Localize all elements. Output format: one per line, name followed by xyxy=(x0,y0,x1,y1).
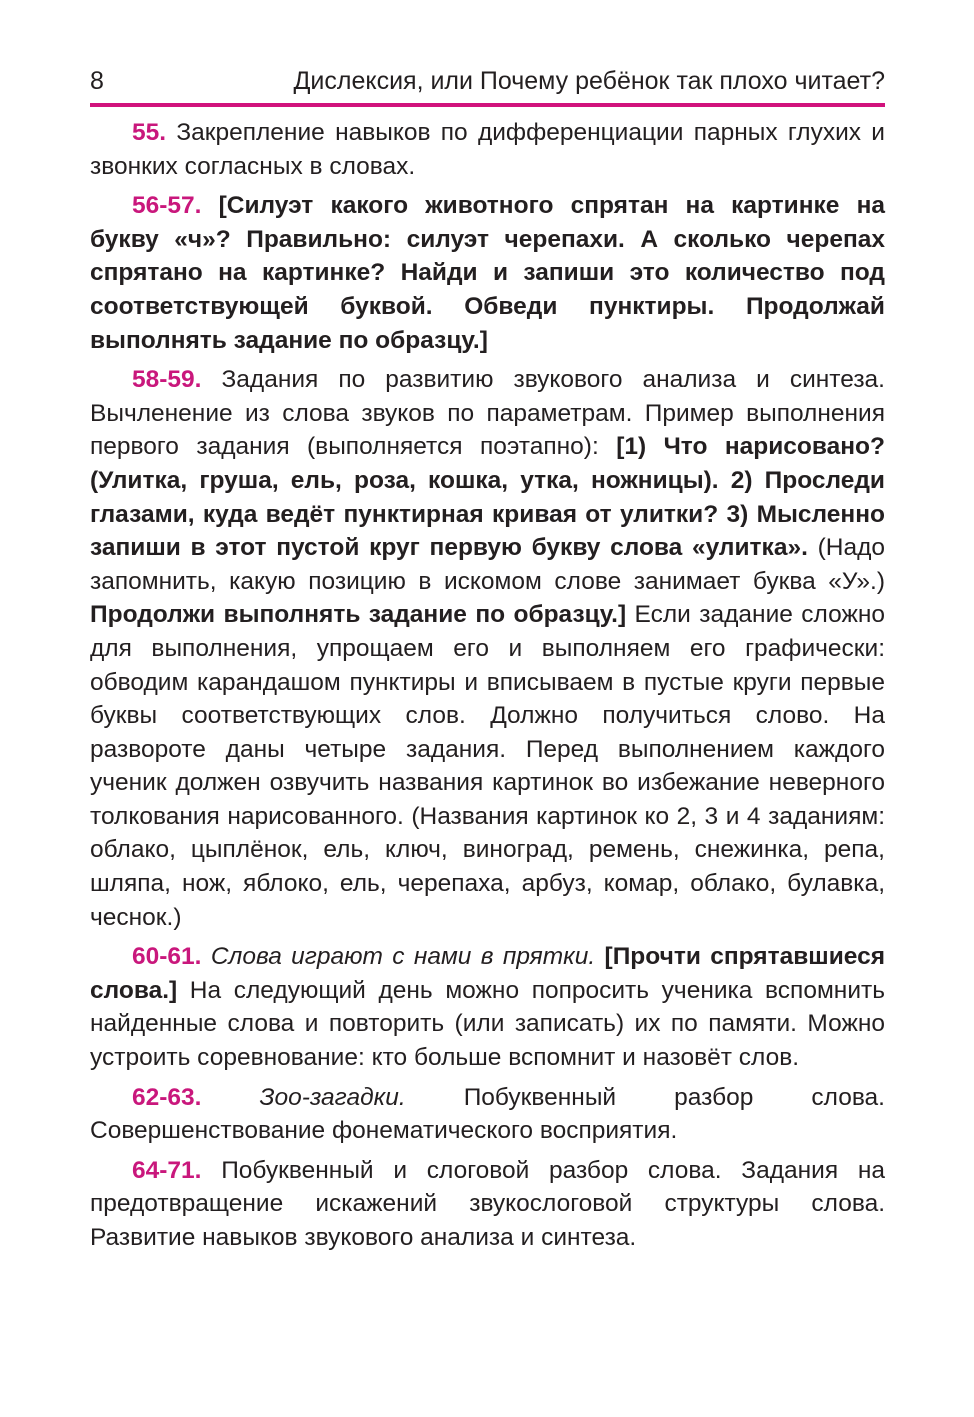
paragraph xyxy=(90,1081,885,1148)
text-segment-normal: Если задание сложно для выполнения, упрощаем его и выполняем его графически: обводим карандашом пунктиры и вписываем в пустые круги первые буквы соответствующих слов. Должно получиться слово. На развороте даны четыре задания. Перед выполнением каждого ученик должен озвучить названия картинок во избежание неверного толкования нарисованного. (Названия картинок ко 2, 3 и 4 заданиям: облако, цыплёнок, ель, ключ, виноград, ремень, снежинка, репа, шляпа, нож, яблоко, ель, черепаха, арбуз, комар, облако, булавка, чеснок.) xyxy=(90,601,885,931)
item-number: 56-57. xyxy=(132,192,202,220)
text-segment-italic: Зоо-загадки. xyxy=(259,1083,406,1111)
text-segment-normal xyxy=(201,1084,259,1111)
text-segment-normal: (Надо запомнить, какую позицию в искомом слове занимает буква «У».) xyxy=(90,534,885,595)
item-number: 62-63. xyxy=(132,1083,202,1111)
item-number: 64-71. xyxy=(132,1156,202,1184)
text-segment-bold: Продолжи выполнять задание по образцу.] xyxy=(90,601,627,629)
paragraph xyxy=(90,116,885,183)
text-segment-normal: Побуквенный разбор слова. Совершенствование фонематического восприятия. xyxy=(90,1083,885,1145)
text-segment-normal: Закрепление навыков по дифференциации парных глухих и звонких согласных в словах. xyxy=(90,119,885,180)
text-segment-bold: [Прочти спрятавшиеся слова.] xyxy=(90,943,885,1004)
text-segment-normal: На следующий день можно попросить ученика вспомнить найденные слова и повторить (или записать) их по памяти. Можно устроить соревнование: кто больше вспомнит и назовёт слов. xyxy=(90,976,885,1072)
paragraph xyxy=(90,189,885,357)
running-title: Дислексия, или Почему ребёнок так плохо читает? xyxy=(293,67,885,95)
text-segment-normal: Побуквенный и слоговой разбор слова. Задания на предотвращение искажений звукослоговой структуры слова. Развитие навыков звукового анализа и синтеза. xyxy=(90,1156,885,1251)
text-segment-italic: Слова играют с нами в прятки. xyxy=(210,943,596,971)
page-number: 8 xyxy=(90,67,104,95)
book-page xyxy=(90,0,885,1251)
text-segment-normal xyxy=(201,943,210,970)
text-segment-bold: [Силуэт какого животного спрятан на картинке на букву «ч»? Правильно: силуэт черепахи. А сколько черепах спрятано на картинке? Найди и запиши это количество под соответствующей буквой. Обведи пунктиры. Продолжай выполнять задание по образцу.] xyxy=(90,192,885,354)
text-segment-normal xyxy=(201,192,218,219)
item-number: 55. xyxy=(132,119,167,146)
item-number: 58-59. xyxy=(132,366,202,394)
text-segment-bold: [1) Что нарисовано? (Улитка, груша, ель, роза, кошка, утка, ножницы). 2) Проследи глазами, куда ведёт пунктирная кривая от улитки? 3) Мысленно запиши в этот пустой круг первую букву слова «улитка». xyxy=(90,433,885,562)
body-text xyxy=(90,116,885,1261)
paragraph xyxy=(90,1154,885,1255)
paragraph xyxy=(90,363,885,934)
page-header xyxy=(90,0,885,106)
text-segment-normal xyxy=(595,943,604,970)
text-segment-normal: Задания по развитию звукового анализа и синтеза. Вычленение из слова звуков по параметрам. Пример выполнения первого задания (выполняется поэтапно): xyxy=(90,366,885,461)
header-divider xyxy=(90,103,885,107)
paragraph xyxy=(90,940,885,1074)
item-number: 60-61. xyxy=(132,943,202,971)
